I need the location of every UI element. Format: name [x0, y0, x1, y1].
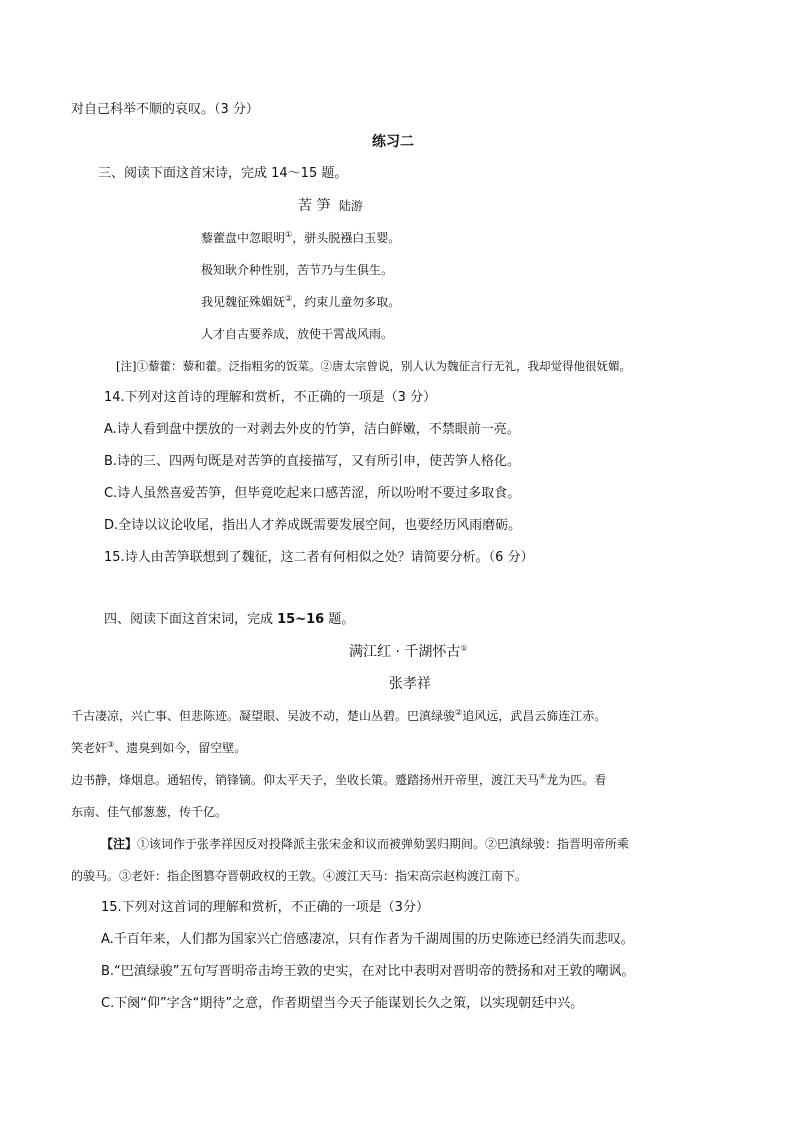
note-label: 【注】 — [101, 837, 138, 851]
question-14-option-b: B.诗的三、四两句既是对苦笋的直接描写，又有所引申，使苦笋人格化。 — [104, 454, 521, 469]
poem-note: [注]①藜藿：藜和藿。泛指粗劣的饭菜。②唐太宗曾说，别人认为魏征言行无礼，我却觉得他很妩媚。 — [116, 359, 631, 373]
question-14-option-c: C.诗人虽然喜爱苦笋，但毕竟吃起来口感苦涩，所以吩咐不要过多取食。 — [104, 486, 521, 501]
question-14-stem: 14.下列对这首诗的理解和赏析，不正确的一项是（3 分） — [104, 390, 437, 405]
poem-author: 陆游 — [338, 199, 363, 213]
poem-line: 藜藿盘中忽眼明①，骈头脱襁白玉婴。 — [201, 230, 401, 245]
previous-answer-tail: 对自己科举不顺的哀叹。（3 分） — [71, 102, 259, 117]
section3-heading: 三、阅读下面这首宋诗，完成 14～15 题。 — [98, 166, 348, 181]
ci-note-line: 的骏马。③老奸：指企图篡夺晋朝政权的王敦。④渡江天马：指宋高宗赵构渡江南下。 — [71, 869, 528, 883]
ci-note-line: 【注】①该词作于张孝祥因反对投降派主张宋金和议而被弹劾罢归期间。②巴滇绿骏：指晋明帝所乘 — [101, 837, 630, 851]
ci-body-line: 笑老奸③、遗臭到如今，留空壁。 — [71, 740, 247, 755]
question-15b-option-b: B.“巴滇绿骏”五句写晋明帝击垮王敦的史实，在对比中表明对晋明帝的赞扬和对王敦的嘲讽。 — [101, 964, 635, 979]
poem-line: 极知耿介种性别，苦节乃与生俱生。 — [201, 263, 394, 277]
question-15b-option-c: C.下阕“仰”字含“期待”之意，作者期望当今天子能谋划长久之策，以实现朝廷中兴。 — [101, 996, 584, 1011]
ci-author: 张孝祥 — [389, 676, 431, 692]
section4-heading: 四、阅读下面这首宋词，完成 15~16 题。 — [104, 612, 355, 627]
ci-title: 满江红 · 千湖怀古① — [349, 643, 468, 660]
exercise-title: 练习二 — [372, 134, 414, 150]
poem-title: 苦 笋 — [298, 198, 331, 214]
question-14-option-a: A.诗人看到盘中摆放的一对剥去外皮的竹笋，洁白鲜嫩，不禁眼前一亮。 — [104, 422, 520, 437]
ci-body-line: 千古凄凉，兴亡事、但悲陈迹。凝望眼、吴波不动，楚山丛碧。巴滇绿骏②追风远，武昌云旆连江赤。 — [71, 708, 607, 723]
poem-title-line — [298, 197, 363, 215]
question-14-option-d: D.全诗以议论收尾，指出人才养成既需要发展空间，也要经历风雨磨砺。 — [104, 518, 522, 533]
poem-line: 人才自古要养成，放使干霄战风雨。 — [201, 327, 394, 341]
question-15b-option-a: A.千百年来，人们都为国家兴亡倍感凄凉，只有作者为千湖周围的历史陈迹已经消失而悲叹。 — [101, 932, 634, 947]
poem-line: 我见魏征殊媚妩②，约束儿童勿多取。 — [201, 294, 401, 309]
ci-body-line: 东南、佳气郁葱葱，传千亿。 — [71, 805, 228, 819]
question-15b-stem: 15.下列对这首词的理解和赏析，不正确的一项是（3分） — [101, 900, 429, 915]
ci-body-line: 边书静，烽烟息。通轺传，销锋镝。仰太平天子，坐收长策。蹙踏扬州开帝里，渡江天马④龙为匹。看 — [71, 772, 607, 787]
question-15-stem: 15.诗人由苦笋联想到了魏征，这二者有何相似之处？请简要分析。（6 分） — [104, 550, 534, 565]
